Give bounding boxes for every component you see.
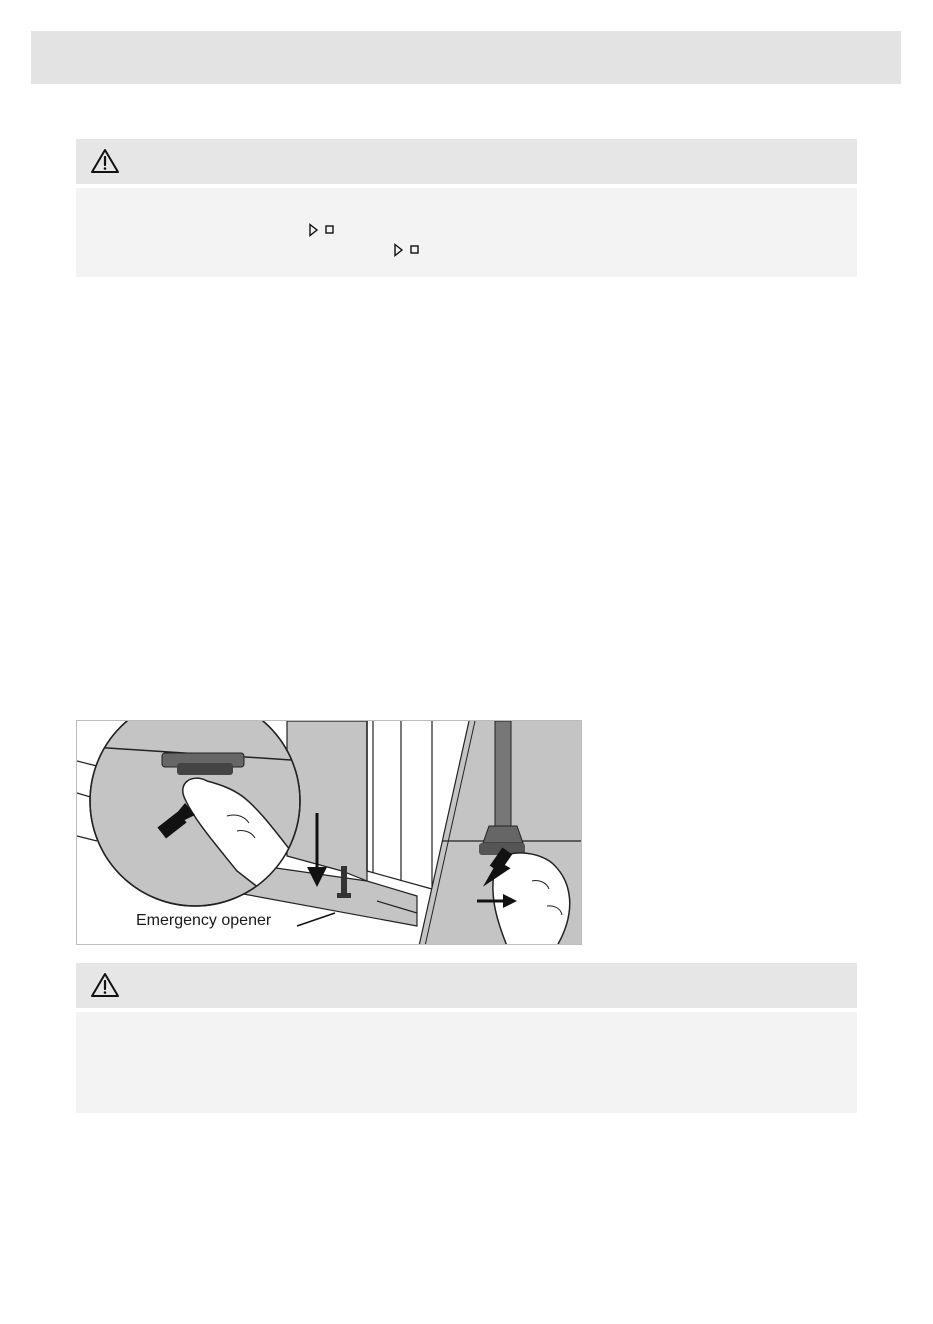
page-header-band [31, 31, 901, 84]
stop-square-icon [411, 246, 418, 253]
play-triangle-icon [395, 245, 402, 256]
emergency-opener-label: Emergency opener [136, 912, 272, 929]
warning-body-1 [76, 188, 857, 277]
warning-triangle-icon [90, 972, 120, 998]
play-triangle-icon [310, 225, 317, 236]
warning-body-2 [76, 1012, 857, 1113]
start-stop-symbol-2 [393, 243, 423, 257]
stop-square-icon [326, 226, 333, 233]
start-stop-symbol-1 [308, 223, 338, 237]
warning-header-2 [76, 963, 857, 1008]
emergency-opener-illustration [76, 720, 582, 945]
warning-header-1 [76, 139, 857, 184]
warning-triangle-icon [90, 148, 120, 174]
